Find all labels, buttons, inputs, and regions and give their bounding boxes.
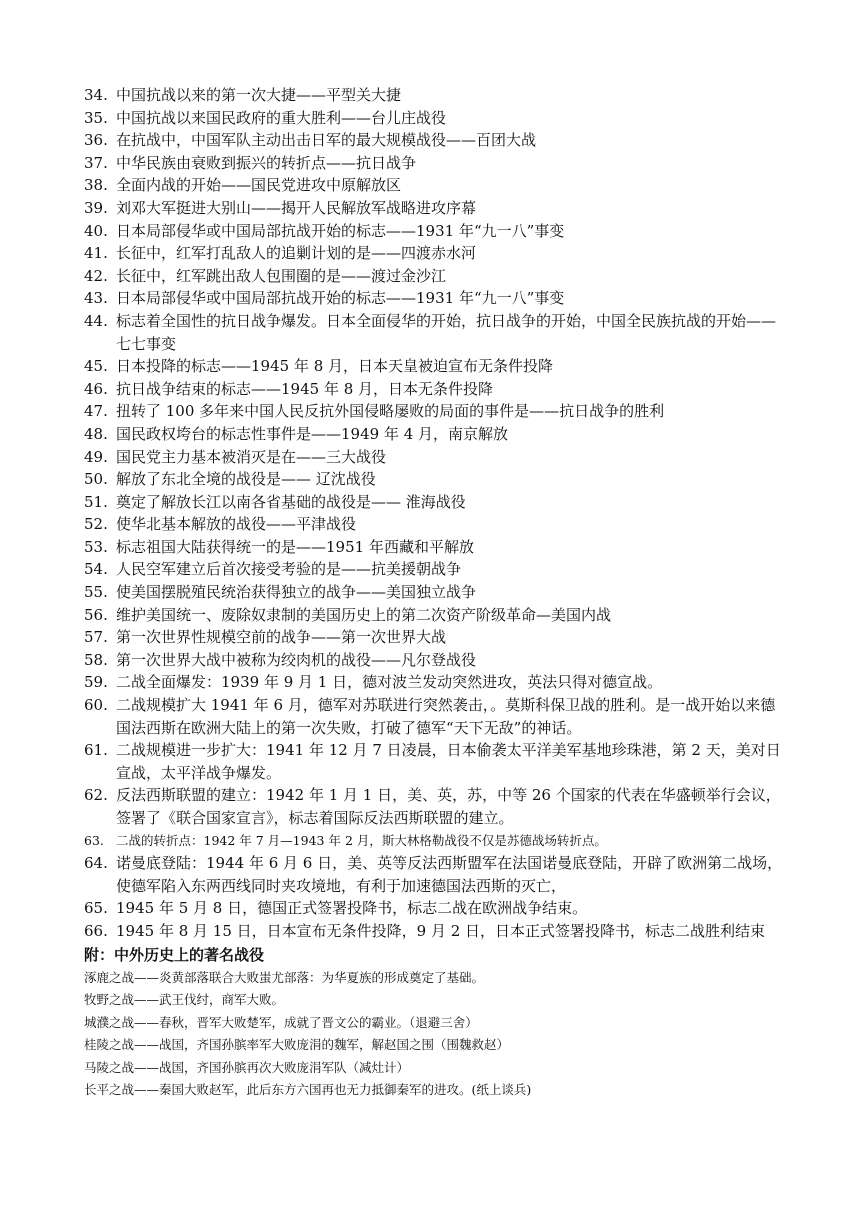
numbered-list xyxy=(84,84,784,943)
list-item xyxy=(84,310,784,355)
item-number: 48. xyxy=(84,424,108,443)
item-text: 奠定了解放长江以南各省基础的战役是—— 淮海战役 xyxy=(116,492,466,511)
item-number: 55. xyxy=(84,583,108,602)
item-text: 中华民族由衰败到振兴的转折点——抗日战争 xyxy=(116,153,417,172)
item-number: 42. xyxy=(84,266,108,285)
item-text: 第一次世界大战中被称为绞肉机的战役——凡尔登战役 xyxy=(116,650,477,669)
list-item xyxy=(84,446,784,469)
battle-item: 马陵之战——战国，齐国孙膑再次大败庞涓军队（减灶计） xyxy=(84,1059,410,1075)
list-item xyxy=(84,694,784,739)
item-text: 长征中，红军打乱敌人的追剿计划的是——四渡赤水河 xyxy=(116,244,477,263)
item-number: 59. xyxy=(84,673,108,692)
list-item xyxy=(84,558,784,581)
list-item xyxy=(84,513,784,536)
item-number: 50. xyxy=(84,470,108,489)
item-text: 二战规模扩大 1941 年 6 月，德军对苏联进行突然袭击，。莫斯科保卫战的胜利。是一战开始以来德国法西斯在欧洲大陆上的第一次失败，打破了德军“天下无敌”的神话。 xyxy=(116,696,776,737)
item-text: 在抗战中，中国军队主动出击日军的最大规模战役——百团大战 xyxy=(116,131,537,150)
item-number: 46. xyxy=(84,379,108,398)
list-item xyxy=(84,739,784,784)
list-item xyxy=(84,107,784,130)
item-text: 抗日战争结束的标志——1945 年 8 月，日本无条件投降 xyxy=(116,379,494,398)
item-text: 扭转了 100 多年来中国人民反抗外国侵略屡败的局面的事件是——抗日战争的胜利 xyxy=(116,402,665,421)
battle-item: 牧野之战——武王伐纣，商军大败。 xyxy=(84,992,285,1008)
item-number: 64. xyxy=(84,854,108,873)
list-item xyxy=(84,129,784,152)
item-number: 52. xyxy=(84,515,108,534)
item-text: 维护美国统一、废除奴隶制的美国历史上的第二次资产阶级革命—美国内战 xyxy=(116,605,612,624)
list-item xyxy=(84,220,784,243)
item-number: 37. xyxy=(84,153,108,172)
list-item xyxy=(84,671,784,694)
list-item xyxy=(84,84,784,107)
list-item xyxy=(84,174,784,197)
list-item xyxy=(84,604,784,627)
item-text: 长征中，红军跳出敌人包围圈的是——渡过金沙江 xyxy=(116,266,447,285)
item-number: 62. xyxy=(84,786,108,805)
battle-item: 城濮之战——春秋，晋军大败楚军，成就了晋文公的霸业。（退避三舍） xyxy=(84,1014,478,1030)
list-item xyxy=(84,400,784,423)
item-text: 第一次世界性规模空前的战争——第一次世界大战 xyxy=(116,628,447,647)
item-text: 解放了东北全境的战役是—— 辽沈战役 xyxy=(116,470,376,489)
item-number: 47. xyxy=(84,402,108,421)
list-item xyxy=(84,468,784,491)
item-number: 51. xyxy=(84,492,108,511)
list-item xyxy=(84,581,784,604)
item-number: 65. xyxy=(84,899,108,918)
item-number: 54. xyxy=(84,560,108,579)
item-text: 国民政权垮台的标志性事件是——1949 年 4 月，南京解放 xyxy=(116,424,509,443)
item-text: 全面内战的开始——国民党进攻中原解放区 xyxy=(116,176,402,195)
item-number: 45. xyxy=(84,357,108,376)
list-item xyxy=(84,536,784,559)
list-item xyxy=(84,852,784,897)
list-item xyxy=(84,378,784,401)
item-text: 使华北基本解放的战役——平津战役 xyxy=(116,515,357,534)
item-number: 63. xyxy=(84,832,104,848)
battle-list xyxy=(84,967,784,1102)
item-text: 二战规模进一步扩大：1941 年 12 月 7 日凌晨，日本偷袭太平洋美军基地珍珠港，第 2 天，美对日宣战，太平洋战争爆发。 xyxy=(116,741,781,782)
item-number: 66. xyxy=(84,921,108,940)
item-number: 38. xyxy=(84,176,108,195)
item-number: 43. xyxy=(84,289,108,308)
list-item xyxy=(84,491,784,514)
battle-item: 桂陵之战——战国，齐国孙膑率军大败庞涓的魏军，解赵国之围（围魏救赵） xyxy=(84,1037,510,1053)
item-number: 40. xyxy=(84,221,108,240)
item-text: 标志着全国性的抗日战争爆发。日本全面侵华的开始，抗日战争的开始，中国全民族抗战的开始——七七事变 xyxy=(116,311,777,353)
item-text: 1945 年 5 月 8 日，德国正式签署投降书，标志二战在欧洲战争结束。 xyxy=(116,899,588,918)
item-text: 二战全面爆发：1939 年 9 月 1 日，德对波兰发动突然进攻，英法只得对德宣战。 xyxy=(116,673,663,692)
item-number: 49. xyxy=(84,447,108,466)
item-number: 56. xyxy=(84,605,108,624)
list-item xyxy=(84,920,784,943)
item-text: 日本局部侵华或中国局部抗战开始的标志——1931 年“九一八”事变 xyxy=(116,289,565,308)
battle-item: 长平之战——秦国大败赵军，此后东方六国再也无力抵御秦军的进攻。(纸上谈兵) xyxy=(84,1082,532,1098)
list-item xyxy=(84,197,784,220)
item-text: 中国抗战以来国民政府的重大胜利——台儿庄战役 xyxy=(116,108,447,127)
item-text: 日本局部侵华或中国局部抗战开始的标志——1931 年“九一八”事变 xyxy=(116,221,565,240)
item-text: 日本投降的标志——1945 年 8 月，日本天皇被迫宣布无条件投降 xyxy=(116,357,554,376)
item-number: 41. xyxy=(84,244,108,263)
item-number: 58. xyxy=(84,650,108,669)
list-item xyxy=(84,287,784,310)
item-number: 39. xyxy=(84,198,108,217)
item-number: 44. xyxy=(84,311,108,330)
list-item xyxy=(84,355,784,378)
item-text: 使美国摆脱殖民统治获得独立的战争——美国独立战争 xyxy=(116,583,477,602)
item-number: 53. xyxy=(84,537,108,556)
item-text: 反法西斯联盟的建立：1942 年 1 月 1 日，美、英，苏，中等 26 个国家的代表在华盛顿举行会议，签署了《联合国家宣言》，标志着国际反法西斯联盟的建立。 xyxy=(116,786,781,827)
item-text: 二战的转折点：1942 年 7 月—1943 年 2 月，斯大林格勒战役不仅是苏德战场转折点。 xyxy=(116,832,607,848)
list-item xyxy=(84,830,784,853)
list-item xyxy=(84,897,784,920)
list-item xyxy=(84,649,784,672)
item-number: 57. xyxy=(84,628,108,647)
item-number: 60. xyxy=(84,696,108,715)
document-page xyxy=(84,84,784,1102)
list-item xyxy=(84,784,784,829)
item-number: 61. xyxy=(84,741,108,760)
item-number: 36. xyxy=(84,131,108,150)
item-text: 刘邓大军挺进大别山——揭开人民解放军战略进攻序幕 xyxy=(116,198,477,217)
item-text: 标志祖国大陆获得统一的是——1951 年西藏和平解放 xyxy=(116,537,474,556)
appendix-title: 附：中外历史上的著名战役 xyxy=(84,945,265,964)
item-number: 35. xyxy=(84,108,108,127)
list-item xyxy=(84,626,784,649)
item-text: 人民空军建立后首次接受考验的是——抗美援朝战争 xyxy=(116,560,462,579)
battle-item: 涿鹿之战——炎黄部落联合大败蚩尤部落：为华夏族的形成奠定了基础。 xyxy=(84,969,485,985)
list-item xyxy=(84,152,784,175)
item-text: 国民党主力基本被消灭是在——三大战役 xyxy=(116,447,387,466)
item-text: 中国抗战以来的第一次大捷——平型关大捷 xyxy=(116,86,402,104)
list-item xyxy=(84,242,784,265)
list-item xyxy=(84,265,784,288)
item-text: 1945 年 8 月 15 日，日本宣布无条件投降，9 月 2 日，日本正式签署投降书，标志二战胜利结束 xyxy=(116,921,766,940)
item-number: 34. xyxy=(84,86,108,104)
item-text: 诺曼底登陆：1944 年 6 月 6 日，美、英等反法西斯盟军在法国诺曼底登陆，开辟了欧洲第二战场，使德军陷入东两西线同时夹攻境地，有利于加速德国法西斯的灭亡， xyxy=(116,854,783,895)
list-item xyxy=(84,423,784,446)
